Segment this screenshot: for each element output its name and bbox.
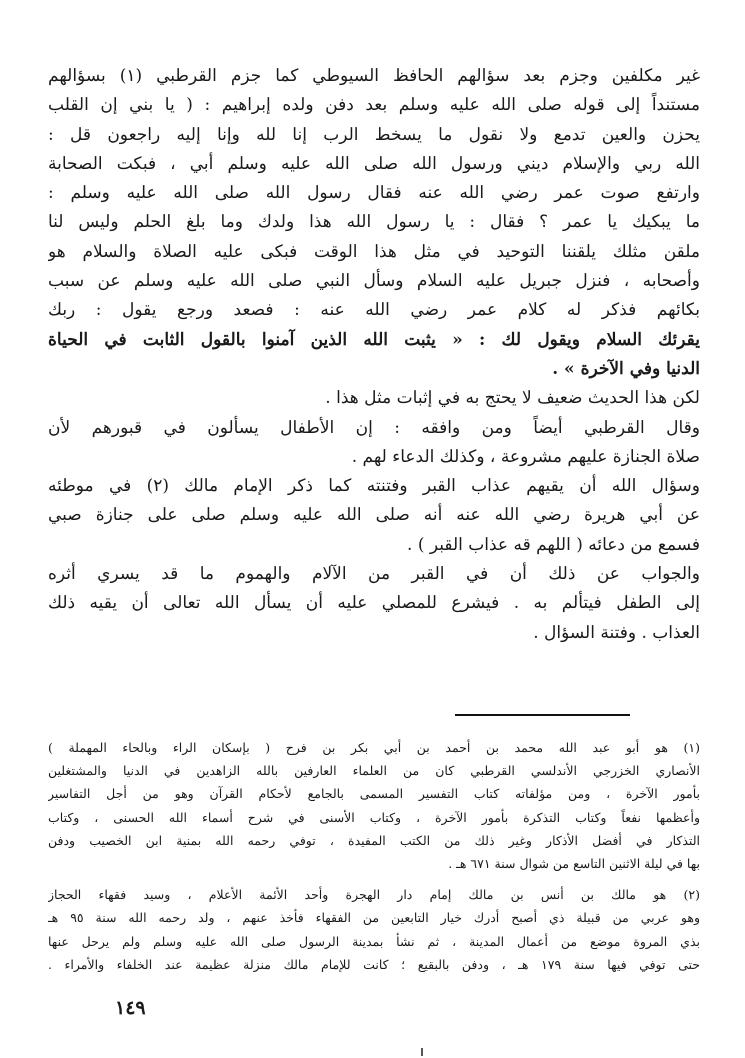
footnote-line: وأعظمها نفعاً وكتاب التذكرة بأمور الآخرة ، وكتاب الأسنى في شرح أسماء الله الحسنى ، وكتاب [48, 809, 700, 825]
text-line: وقال القرطبي أيضاً ومن وافقه : إن الأطفال يسألون في قبورهم لأن [48, 417, 700, 438]
text-line: بكائهم فذكر له كلام عمر رضي الله عنه : فصعد ورجع يقول : ربك [48, 300, 700, 321]
text-line: غير مكلفين وجزم بعد سؤالهم الحافظ السيوطي كما جزم القرطبي (١) بسؤالهم [48, 66, 700, 86]
page-number: ١٤٩ [115, 997, 146, 1019]
footnote-line: (٢) هو مالك بن أنس بن مالك إمام دار الهجرة وأحد الأئمة الأعلام ، وسيد فقهاء الحجاز [48, 887, 700, 903]
footnotes [48, 736, 700, 976]
text-line: فسمع من دعائه ( اللهم قه عذاب القبر ) . [407, 534, 700, 555]
text-line: إلى الطفل فيتألم به . فيشرع للمصلي عليه أن يسأل الله تعالى أن يقيه ذلك [48, 593, 700, 614]
footnote-line: بأمور الآخرة ، ومن مؤلفاته كتاب التفسير المسمى بالجامع لأحكام القرآن وهو من أجل التفاسير [48, 786, 700, 802]
footnote-line: (١) هو أبو عبد الله محمد بن أحمد بن أبي بكر بن فرح ( بإسكان الراء وبالحاء المهملة ) [48, 740, 700, 755]
text-line: ملقن مثلك يلقننا التوحيد في مثل هذا الوقت فبكى عليه الصلاة والسلام هو [48, 241, 700, 262]
scan-mark [421, 1048, 423, 1056]
text-line: صلاة الجنازة عليهم مشروعة ، وكذلك الدعاء لهم . [351, 446, 700, 467]
text-line: العذاب . وفتنة السؤال . [533, 622, 700, 643]
footnote-line: بها في ليلة الاثنين التاسع من شوال سنة ٦٧١ هـ . [448, 855, 700, 871]
text-line: وسؤال الله أن يقيهم عذاب القبر وفتنته كما ذكر الإمام مالك (٢) في موطئه [48, 476, 700, 497]
footnote-line: بذي المروة موضع من أعمال المدينة ، ثم نشأ بمدينة الرسول صلى الله عليه وسلم ولم يرحل عنها [48, 933, 700, 949]
quran-verse-line: الدنيا وفي الآخرة » . [552, 358, 700, 379]
footnote-1 [48, 736, 700, 875]
text-line: الله ربي والإسلام ديني ورسول الله صلى الله عليه وسلم أبي ، فبكت الصحابة [48, 153, 700, 174]
footnote-line: حتى توفي فيها سنة ١٧٩ هـ ، ودفن بالبقيع ؛ كانت للإمام مالك منزلة عظيمة عند الخلفاء والأمراء . [48, 956, 700, 972]
footnote-divider [455, 714, 630, 716]
quran-verse-line: يقرئك السلام ويقول لك : « يثبت الله الذين آمنوا بالقول الثابت في الحياة [48, 329, 700, 350]
text-line: ما يبكيك يا عمر ؟ فقال : يا رسول الله هذا ولدك وما بلغ الحلم وليس لنا [48, 212, 700, 233]
text-line: لكن هذا الحديث ضعيف لا يحتج به في إثبات مثل هذا . [325, 388, 700, 409]
footnote-line: وهو عربي من قبيلة ذي أصبح أدرك خيار التابعين من الفقهاء فأخذ عنهم ، ولد رحمه الله سنة ٩٥ هـ [48, 910, 700, 926]
text-line: وارتفع صوت عمر رضي الله عنه فقال رسول الله صلى الله عليه وسلم : [48, 183, 700, 204]
main-text [48, 62, 700, 648]
text-line: عن أبي هريرة رضي الله عنه أنه صلى الله عليه وسلم صلى على جنازة صبي [48, 505, 700, 526]
footnote-line: التذكار في أفضل الأذكار وغير ذلك من الكتب المفيدة ، توفي رحمه الله بمنية ابن الخصيب ودفن [48, 832, 700, 848]
footnote-2 [48, 883, 700, 976]
text-line: يحزن والعين تدمع ولا نقول ما يسخط الرب إنا لله وإنا إليه راجعون قل : [48, 124, 700, 145]
text-line: وأصحابه ، فنزل جبريل عليه السلام وسأل النبي صلى الله عليه وسلم عن سبب [48, 271, 700, 292]
text-line: مستنداً إلى قوله صلى الله عليه وسلم بعد دفن ولده إبراهيم : ( يا بني إن القلب [48, 95, 700, 116]
footnote-line: الأنصاري الخزرجي الأندلسي القرطبي كان من العلماء العارفين بالله الزاهدين في الدنيا والمشتغلين [48, 763, 700, 779]
text-line: والجواب عن ذلك أن في القبر من الآلام والهموم ما قد يسري أثره [48, 564, 700, 585]
